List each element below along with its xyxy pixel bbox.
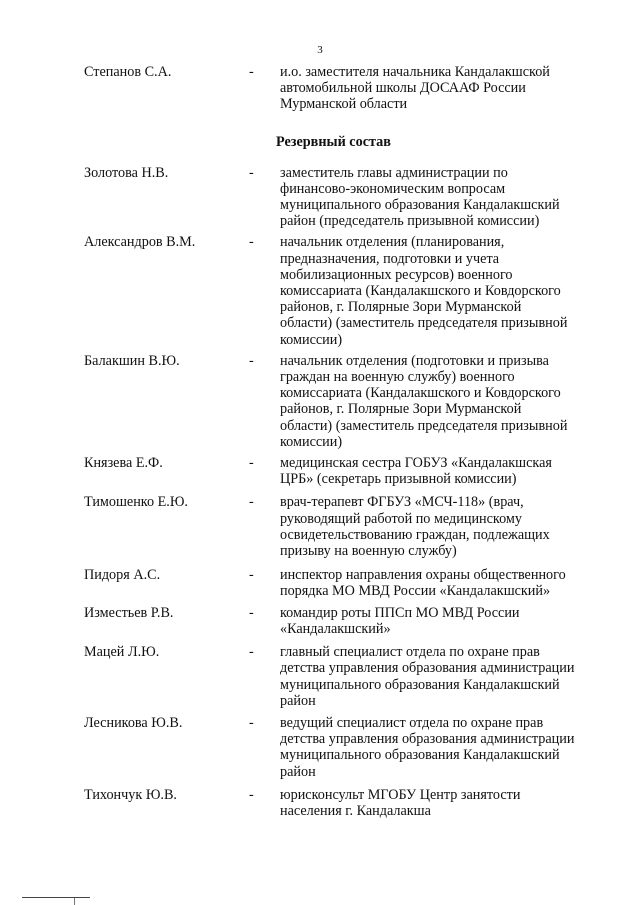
member-role-line: комиссии) — [280, 433, 343, 450]
member-role — [280, 165, 605, 230]
separator-dash: - — [249, 644, 254, 661]
member-role-line: муниципального образования Кандалакшский — [280, 676, 560, 693]
member-entry-tikhonchuk — [0, 787, 640, 819]
member-role-line: ведущий специалист отдела по охране прав — [280, 714, 544, 731]
footnote-rule — [22, 897, 90, 898]
member-entry-knyazeva — [0, 455, 640, 487]
member-role-line: руководящий работой по медицинскому — [280, 510, 522, 527]
member-name: Александров В.М. — [84, 234, 196, 251]
separator-dash: - — [249, 494, 254, 511]
member-role — [280, 644, 605, 709]
member-role-line: районов, г. Полярные Зори Мурманской — [280, 401, 522, 418]
member-role-line: финансово-экономическим вопросам — [280, 180, 506, 197]
member-role-line: ЦРБ» (секретарь призывной комиссии) — [280, 471, 517, 488]
member-entry-izmestyev — [0, 605, 640, 637]
member-entry-aleksandrov — [0, 234, 640, 347]
member-role-line: врач-терапевт ФГБУЗ «МСЧ-118» (врач, — [280, 494, 524, 511]
member-name: Пидоря А.С. — [84, 567, 161, 584]
separator-dash: - — [249, 352, 254, 369]
member-role-line: Мурманской области — [280, 96, 408, 113]
member-role-line: комиссариата (Кандалакшского и Ковдорского — [280, 385, 561, 402]
member-entry-pidorya — [0, 567, 640, 599]
member-role — [280, 64, 605, 113]
section-heading-reserve: Резервный состав — [276, 133, 391, 150]
member-role-line: граждан на военную службу) военного — [280, 369, 515, 386]
member-role-line: район (председатель призывной комиссии) — [280, 213, 540, 230]
member-role-line: мобилизационных ресурсов) военного — [280, 266, 513, 283]
member-entry-timoshenko — [0, 494, 640, 559]
separator-dash: - — [249, 604, 254, 621]
member-role-line: комиссии) — [280, 331, 343, 348]
member-name: Балакшин В.Ю. — [84, 352, 180, 369]
member-role-line: инспектор направления охраны общественного — [280, 567, 566, 584]
member-role-line: юрисконсульт МГОБУ Центр занятости — [280, 786, 521, 803]
member-role — [280, 234, 605, 347]
member-role-line: порядка МО МВД России «Кандалакшский» — [280, 583, 551, 600]
member-role-line: области) (заместитель председателя призывной — [280, 417, 568, 434]
member-name: Мацей Л.Ю. — [84, 644, 160, 661]
member-role-line: начальник отделения (подготовки и призыва — [280, 352, 549, 369]
separator-dash: - — [249, 234, 254, 251]
member-role-line: детства управления образования администрации — [280, 660, 575, 677]
member-role-line: населения г. Кандалакша — [280, 802, 431, 819]
member-role-line: начальник отделения (планирования, — [280, 234, 505, 251]
member-role — [280, 605, 605, 637]
member-role-line: предназначения, подготовки и учета — [280, 250, 500, 267]
member-name: Золотова Н.В. — [84, 164, 169, 181]
member-role-line: области) (заместитель председателя призывной — [280, 315, 568, 332]
member-name: Лесникова Ю.В. — [84, 714, 183, 731]
separator-dash: - — [249, 64, 254, 80]
member-role — [280, 787, 605, 819]
member-role-line: «Кандалакшский» — [280, 620, 391, 637]
member-entry-lesnikova — [0, 715, 640, 780]
separator-dash: - — [249, 567, 254, 584]
page-number: 3 — [317, 44, 323, 56]
member-role — [280, 353, 605, 450]
member-role-line: район — [280, 763, 316, 780]
member-role-line: муниципального образования Кандалакшский — [280, 197, 560, 214]
member-role-line: муниципального образования Кандалакшский — [280, 747, 560, 764]
member-role-line: автомобильной школы ДОСААФ России — [280, 80, 526, 97]
separator-dash: - — [249, 714, 254, 731]
member-name: Князева Е.Ф. — [84, 455, 163, 472]
member-entry-zolotova — [0, 165, 640, 230]
member-role-line: детства управления образования администрации — [280, 731, 575, 748]
member-role-line: главный специалист отдела по охране прав — [280, 644, 540, 661]
member-entry-matsey — [0, 644, 640, 709]
member-role — [280, 715, 605, 780]
member-role — [280, 567, 605, 599]
separator-dash: - — [249, 164, 254, 181]
member-name: Тимошенко Е.Ю. — [84, 494, 188, 511]
member-role-line: призыву на военную службу) — [280, 543, 457, 560]
member-role-line: комиссариата (Кандалакшского и Ковдорского — [280, 283, 561, 300]
member-role-line: освидетельствованию граждан, подлежащих — [280, 526, 550, 543]
member-role-line: районов, г. Полярные Зори Мурманской — [280, 299, 522, 316]
member-entry-stepanov — [0, 64, 640, 113]
member-role — [280, 494, 605, 559]
footnote-tick — [74, 898, 75, 905]
separator-dash: - — [249, 455, 254, 472]
member-role-line: заместитель главы администрации по — [280, 164, 508, 181]
member-role-line: район — [280, 692, 316, 709]
member-role-line: медицинская сестра ГОБУЗ «Кандалакшская — [280, 455, 552, 472]
member-role — [280, 455, 605, 487]
member-name: Степанов С.А. — [84, 64, 172, 80]
member-role-line: и.о. заместителя начальника Кандалакшской — [280, 64, 550, 80]
member-entry-balakshin — [0, 353, 640, 450]
member-name: Тихончук Ю.В. — [84, 786, 177, 803]
commission-list — [0, 64, 640, 819]
member-role-line: командир роты ППСп МО МВД России — [280, 604, 520, 621]
separator-dash: - — [249, 786, 254, 803]
member-name: Изместьев Р.В. — [84, 604, 174, 621]
